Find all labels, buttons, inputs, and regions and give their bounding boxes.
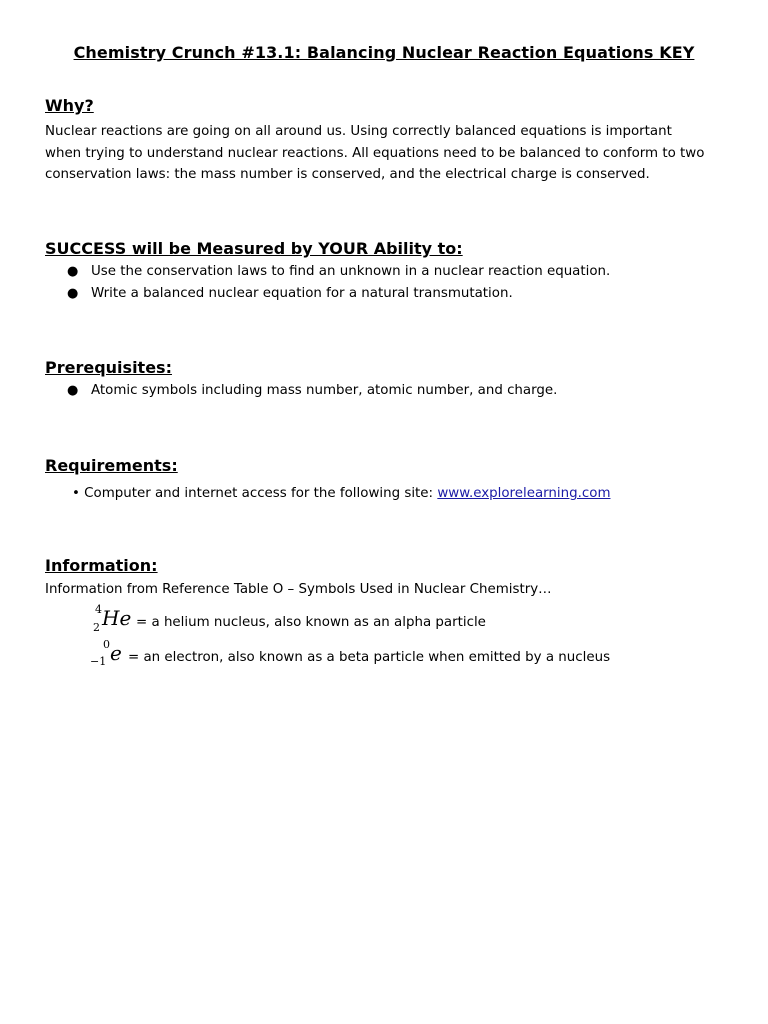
bullet-icon: ● (67, 286, 79, 301)
atomic-number: 2 (93, 621, 100, 634)
requirements-heading: Requirements: (45, 456, 178, 475)
electron-description: = an electron, also known as a beta particle when emitted by a nucleus (128, 650, 611, 665)
success-heading: SUCCESS will be Measured by YOUR Ability to: (45, 239, 463, 258)
page-title: Chemistry Crunch #13.1: Balancing Nuclear Reaction Equations KEY (73, 43, 695, 62)
electron-symbol (90, 638, 130, 672)
mass-number: 4 (95, 603, 102, 616)
list-item-text: Write a balanced nuclear equation for a natural transmutation. (91, 286, 513, 301)
list-item (45, 381, 557, 403)
why-line: when trying to understand nuclear reactions. All equations need to be balanced to conform to two (45, 145, 705, 161)
prerequisites-list (45, 381, 557, 403)
why-paragraph (45, 121, 745, 186)
bullet-icon: ● (67, 264, 79, 279)
atomic-number: −1 (90, 655, 107, 668)
information-heading: Information: (45, 556, 158, 575)
helium-description: = a helium nucleus, also known as an alpha particle (136, 615, 486, 630)
information-intro: Information from Reference Table O – Symbols Used in Nuclear Chemistry… (45, 582, 552, 597)
list-item-text: Atomic symbols including mass number, atomic number, and charge. (91, 383, 558, 398)
why-heading: Why? (45, 96, 94, 115)
requirements-line (72, 486, 610, 501)
prerequisites-heading: Prerequisites: (45, 358, 172, 377)
list-item (45, 284, 610, 306)
list-item (45, 262, 610, 284)
requirements-text: • Computer and internet access for the following site: (72, 486, 438, 501)
list-item-text: Use the conservation laws to find an unknown in a nuclear reaction equation. (91, 264, 611, 279)
success-list (45, 262, 610, 306)
why-line: conservation laws: the mass number is conserved, and the electrical charge is conserved. (45, 167, 650, 182)
helium-nucleus-symbol (92, 603, 132, 637)
bullet-icon: ● (67, 383, 79, 398)
why-line: Nuclear reactions are going on all around us. Using correctly balanced equations is important (45, 124, 672, 139)
element-symbol: He (102, 606, 132, 630)
explorelearning-link[interactable]: www.explorelearning.com (437, 486, 611, 501)
element-symbol: e (110, 641, 122, 665)
mass-number: 0 (103, 638, 110, 651)
